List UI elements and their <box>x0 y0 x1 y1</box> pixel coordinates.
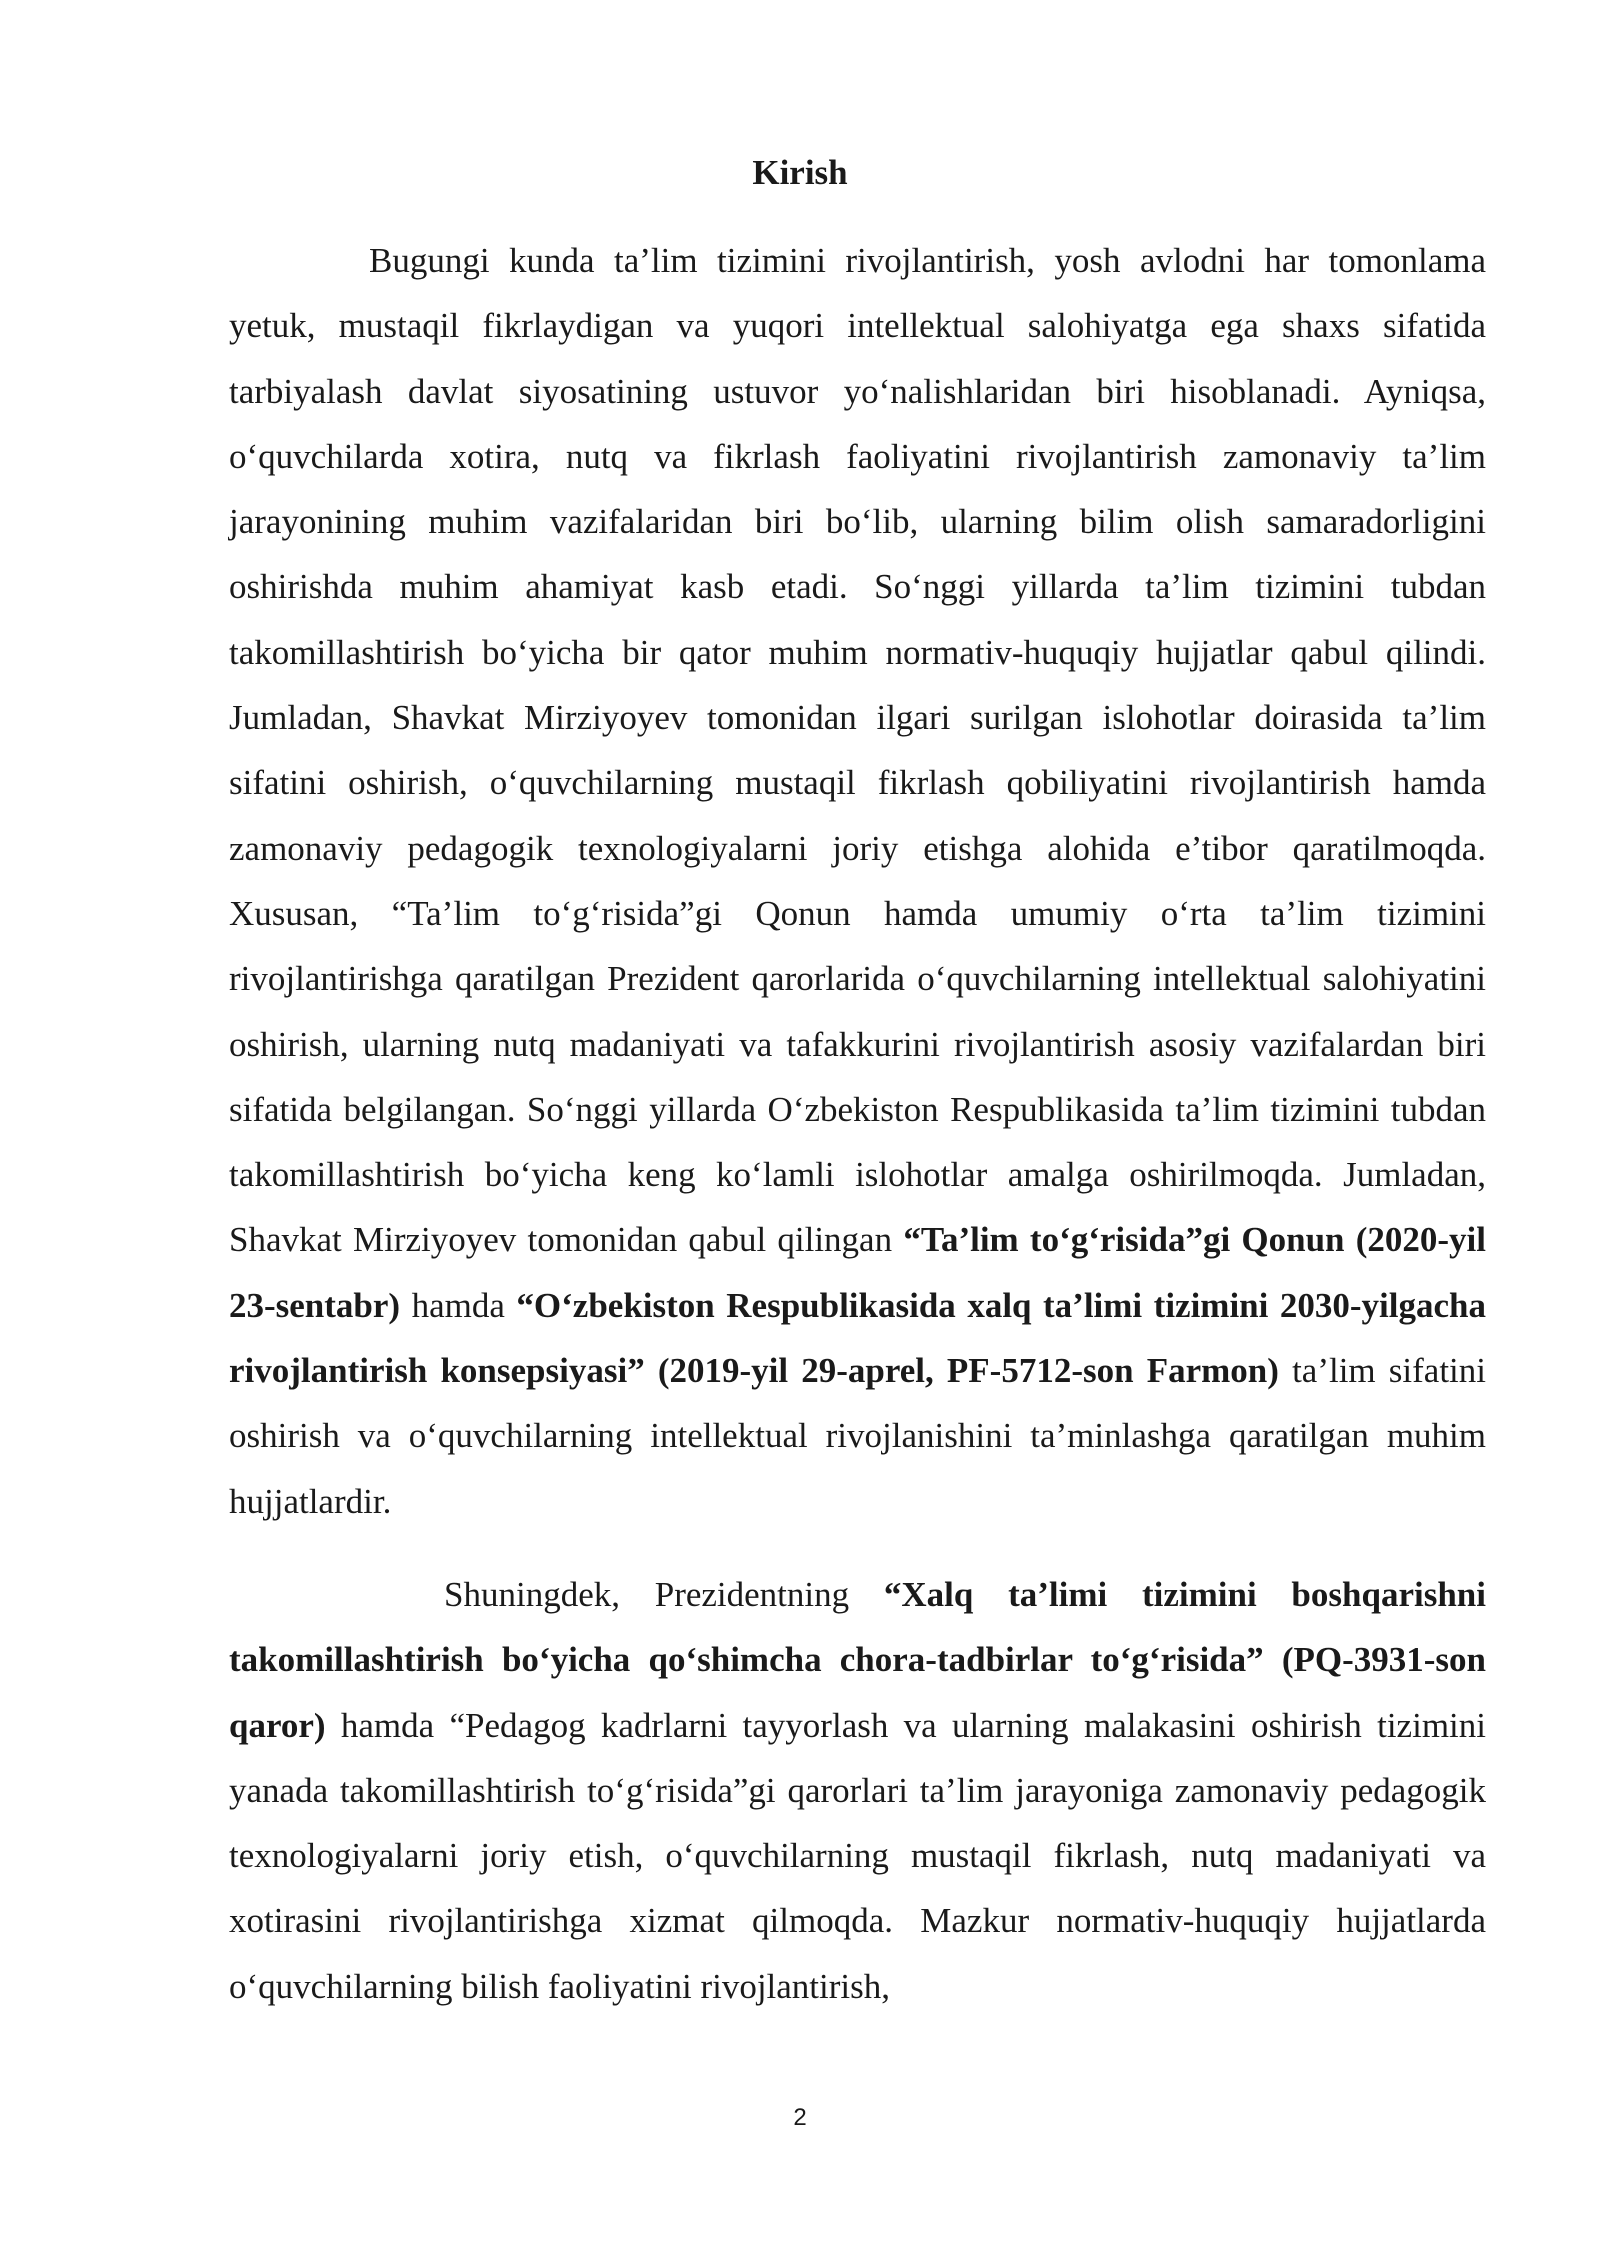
paragraph-1-text-3: ta’lim sifatini oshirish va o‘quvchilarning intellektual rivojlanishini ta’minlashga qaratilgan muhim hujjatlardir. <box>229 1351 1486 1521</box>
paragraph-1 <box>229 228 1486 1534</box>
section-title: Kirish <box>752 153 848 192</box>
paragraph-1-bold-law-reference: “Ta’lim to‘g‘risida”gi Qonun (2020-yil 23-sentabr) <box>229 1220 1486 1325</box>
paragraph-1-text-1: Bugungi kunda ta’lim tizimini rivojlantirish, yosh avlodni har tomonlama yetuk, mustaqil fikrlaydigan va yuqori intellektual salohiyatga ega shaxs sifatida tarbiyalash davlat siyosatining ustuvor yo‘nalishlaridan biri hisoblanadi. Ayniqsa, o‘quvchilarda xotira, nutq va fikrlash faoliyatini rivojlantirish zamonaviy ta’lim jarayonining muhim vazifalaridan biri bo‘lib, ularning bilim olish samaradorligini oshirishda muhim ahamiyat kasb etadi. So‘nggi yillarda ta’lim tizimini tubdan takomillashtirish bo‘yicha bir qator muhim normativ-huquqiy hujjatlar qabul qilindi. Jumladan, Shavkat Mirziyoyev tomonidan ilgari surilgan islohotlar doirasida ta’lim sifatini oshirish, o‘quvchilarning mustaqil fikrlash qobiliyatini rivojlantirish hamda zamonaviy pedagogik texnologiyalarni joriy etishga alohida e’tibor qaratilmoqda. Xususan, “Ta’lim to‘g‘risida”gi Qonun hamda umumiy o‘rta ta’lim tizimini rivojlantirishga qaratilgan Prezident qarorlarida o‘quvchilarning intellektual salohiyatini oshirish, ularning nutq madaniyati va tafakkurini rivojlantirish asosiy vazifalardan biri sifatida belgilangan. So‘nggi yillarda O‘zbekiston Respublikasida ta’lim tizimini tubdan takomillashtirish bo‘yicha keng ko‘lamli islohotlar amalga oshirilmoqda. Jumladan, Shavkat Mirziyoyev tomonidan qabul qilingan <box>229 241 1486 1260</box>
paragraph-1-bold-concept-reference: “O‘zbekiston Respublikasida xalq ta’limi tizimini 2030-yilgacha rivojlantirish konsepsiyasi” (2019-yil 29-aprel, PF-5712-son Farmon) <box>229 1285 1486 1391</box>
paragraph-2-text-1: Shuningdek, Prezidentning <box>444 1575 884 1614</box>
paragraph-2-text-2: hamda “Pedagog kadrlarni tayyorlash va ularning malakasini oshirish tizimini yanada takomillashtirish to‘g‘risida”gi qarorlari ta’lim jarayoniga zamonaviy pedagogik texnologiyalarni joriy etish, o‘quvchilarning mustaqil fikrlash, nutq madaniyati va xotirasini rivojlantirishga xizmat qilmoqda. Mazkur normativ-huquqiy hujjatlarda o‘quvchilarning bilish faoliyatini rivojlantirish, <box>229 1705 1486 2006</box>
paragraph-2-bold-decree-reference: “Xalq ta’limi tizimini boshqarishni takomillashtirish bo‘yicha qo‘shimcha chora-tadbirlar to‘g‘risida” (PQ-3931-son qaror) <box>229 1575 1486 1745</box>
paragraph-1-text-2: hamda <box>400 1285 517 1325</box>
paragraph-2 <box>229 1562 1486 2019</box>
page-number: 2 <box>793 2104 807 2131</box>
